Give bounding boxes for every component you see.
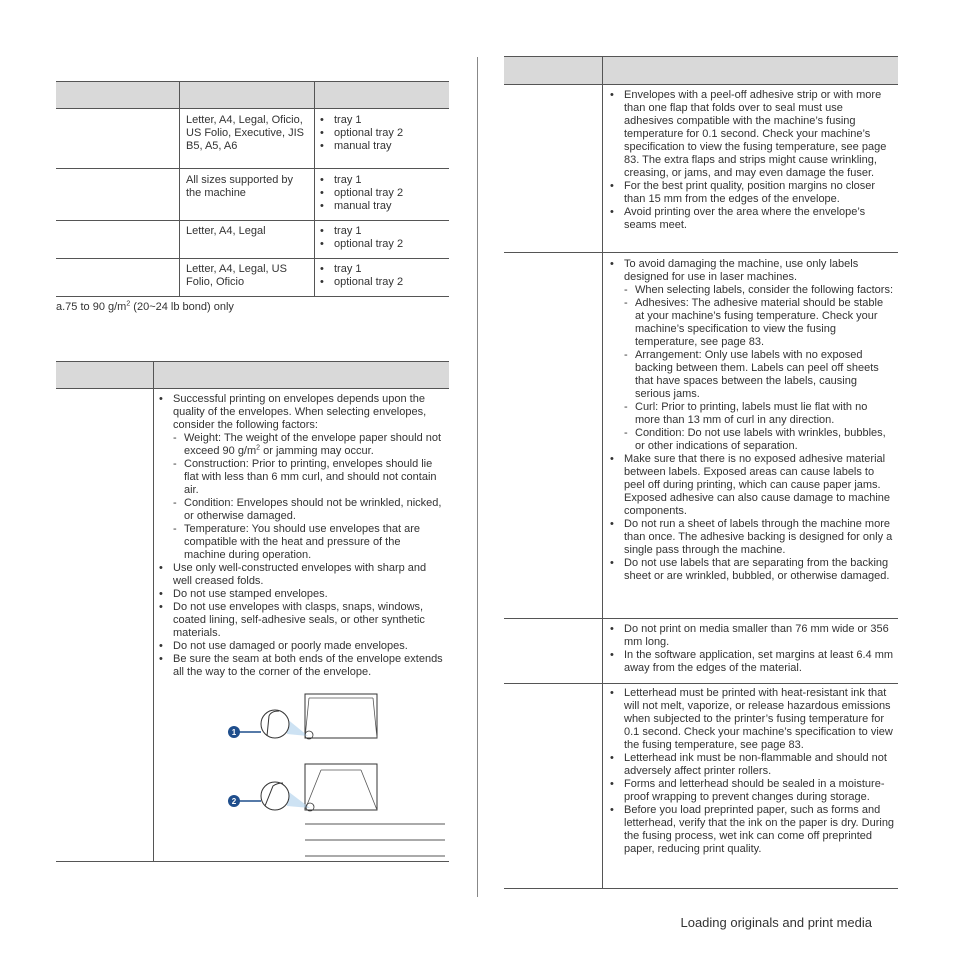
list-item: - When selecting labels, consider the following factors: [624, 284, 895, 297]
svg-text:1: 1 [231, 728, 237, 737]
list-item: • To avoid damaging the machine, use only labels designed for use in laser machines. - When selecting labels, consider the following factors: - Adhesives: The adhesive material should be stable at your machine’s fusing temperature. Check your machine’s specification to view the fusing temperature, see page 83. - Arrangement: Only use labels with no exposed backing between them. Labels can peel off sheets that have spaces between the labels, causing serious jams. - Curl: Prior to printing, labels must lie flat with no more than 13 mm of curl in any direction. - Condition: Do not use labels with wrinkles, bubbles, or other indications of separation. [610, 258, 895, 453]
list-item: • manual tray [320, 140, 446, 153]
list-item: • Do not use labels that are separating from the backing sheet or are wrinkled, bubbled, or otherwise damaged. [610, 557, 895, 583]
list-item: • Letterhead must be printed with heat-resistant ink that will not melt, vaporize, or release hazardous emissions when subjected to the printer’s fusing temperature for 0.1 second. Check your machine’s specification to view the fusing temperature, see page 83. [610, 687, 895, 752]
list-item: • Before you load preprinted paper, such as forms and letterhead, verify that the ink on the paper is dry. During the fusing process, wet ink can come off preprinted paper, reducing print quality. [610, 804, 895, 856]
list-item: • manual tray [320, 200, 446, 213]
table1-footnote: a.75 to 90 $g/m^2$ (20~24 lb bond) only [56, 300, 234, 313]
list-item: • Use only well-constructed envelopes with sharp and well creased folds. [159, 562, 445, 588]
callout-2 [228, 795, 240, 807]
callout-1 [228, 726, 240, 738]
list-item: • Letterhead ink must be non-flammable and should not adversely affect printer rollers. [610, 752, 895, 778]
list-item: - Adhesives: The adhesive material should be stable at your machine’s fusing temperature. Check your machine’s specification to view the fusing temperature, see page 83. [624, 297, 895, 349]
list-item: • Envelopes with a peel-off adhesive strip or with more than one flap that folds over to seal must use adhesives compatible with the machine’s fusing temperature for 0.1 second. Check your machine’s specification to view the fusing temperature, see page 83. The extra flaps and strips might cause wrinkling, creasing, or jams, and may even damage the fuser. [610, 89, 895, 180]
list-item: • tray 1 [320, 225, 446, 238]
small-media-guidelines [610, 623, 895, 675]
envelope-guidelines-continued [610, 89, 895, 232]
table1-row1-sources [320, 114, 446, 153]
labels-guidelines [610, 258, 895, 583]
list-item: • optional tray 2 [320, 127, 446, 140]
table1-row3-sources [320, 225, 446, 251]
table3-header [504, 57, 898, 84]
list-item: • Do not run a sheet of labels through the machine more than once. The adhesive backing is designed for only a single pass through the machine. [610, 518, 895, 557]
list-item: - Condition: Envelopes should not be wrinkled, nicked, or otherwise damaged. [173, 497, 445, 523]
list-item: • Avoid printing over the area where the envelope’s seams meet. [610, 206, 895, 232]
envelope-incorrect-seam [237, 764, 377, 811]
list-item: • tray 1 [320, 174, 446, 187]
list-item: - Curl: Prior to printing, labels must lie flat with no more than 13 mm of curl in any direction. [624, 401, 895, 427]
list-item: • Do not use damaged or poorly made envelopes. [159, 640, 445, 653]
list-item: • Do not use stamped envelopes. [159, 588, 445, 601]
list-item: - Weight: The weight of the envelope paper should not exceed 90 $g/m^2$ or jamming may occur. [173, 432, 445, 458]
table1-row2-sources [320, 174, 446, 213]
list-item: • Be sure the seam at both ends of the envelope extends all the way to the corner of the envelope. [159, 653, 445, 679]
list-item: • optional tray 2 [320, 276, 446, 289]
envelope-seam-illustration [225, 690, 450, 860]
envelope-guidelines [159, 393, 445, 679]
list-item: • optional tray 2 [320, 238, 446, 251]
preprinted-paper-guidelines [610, 687, 895, 856]
table1-row1-sizes: Letter, A4, Legal, Oficio, US Folio, Executive, JIS B5, A5, A6 [186, 114, 304, 152]
list-item: • Successful printing on envelopes depends upon the quality of the envelopes. When selecting envelopes, consider the following factors: - Weight: The weight of the envelope paper should not exceed 90 $g/m^2$ or jamming may occur. - Construction: Prior to printing, envelopes should lie flat with less than 6 mm curl, and should not contain air. - Condition: Envelopes should not be wrinkled, nicked, or otherwise damaged. - Temperature: You should use envelopes that are compatible with the heat and pressure of the machine during operation. [159, 393, 445, 562]
list-item: • In the software application, set margins at least 6.4 mm away from the edges of the material. [610, 649, 895, 675]
page-footer-title: Loading originals and print media [680, 915, 872, 930]
list-item: • Make sure that there is no exposed adhesive material between labels. Exposed areas can cause labels to peel off during printing, which can cause paper jams. Exposed adhesive can also cause damage to machine components. [610, 453, 895, 518]
table1-row4-sources [320, 263, 446, 289]
list-item: - Construction: Prior to printing, envelopes should lie flat with less than 6 mm curl, and should not contain air. [173, 458, 445, 497]
list-item: - Arrangement: Only use labels with no exposed backing between them. Labels can peel off sheets that have spaces between the labels, causing serious jams. [624, 349, 895, 401]
list-item: • Forms and letterhead should be sealed in a moisture-proof wrapping to prevent changes during storage. [610, 778, 895, 804]
list-item: • tray 1 [320, 263, 446, 276]
table2-header [56, 362, 449, 388]
table1-row4-sizes: Letter, A4, Legal, US Folio, Oficio [186, 263, 287, 288]
table1-header [56, 82, 449, 108]
list-item: - Temperature: You should use envelopes that are compatible with the heat and pressure of the machine during operation. [173, 523, 445, 562]
list-item: • Do not print on media smaller than 76 mm wide or 356 mm long. [610, 623, 895, 649]
envelope-correct-seam [237, 694, 377, 739]
svg-text:2: 2 [231, 797, 237, 806]
list-item: • Do not use envelopes with clasps, snaps, windows, coated lining, self-adhesive seals, or other synthetic materials. [159, 601, 445, 640]
list-item: - Condition: Do not use labels with wrinkles, bubbles, or other indications of separation. [624, 427, 895, 453]
list-item: • optional tray 2 [320, 187, 446, 200]
column-divider [477, 57, 478, 897]
table1-row3-sizes: Letter, A4, Legal [186, 225, 266, 237]
list-item: • For the best print quality, position margins no closer than 15 mm from the edges of the envelope. [610, 180, 895, 206]
list-item: • tray 1 [320, 114, 446, 127]
table1-row2-sizes: All sizes supported by the machine [186, 174, 293, 199]
